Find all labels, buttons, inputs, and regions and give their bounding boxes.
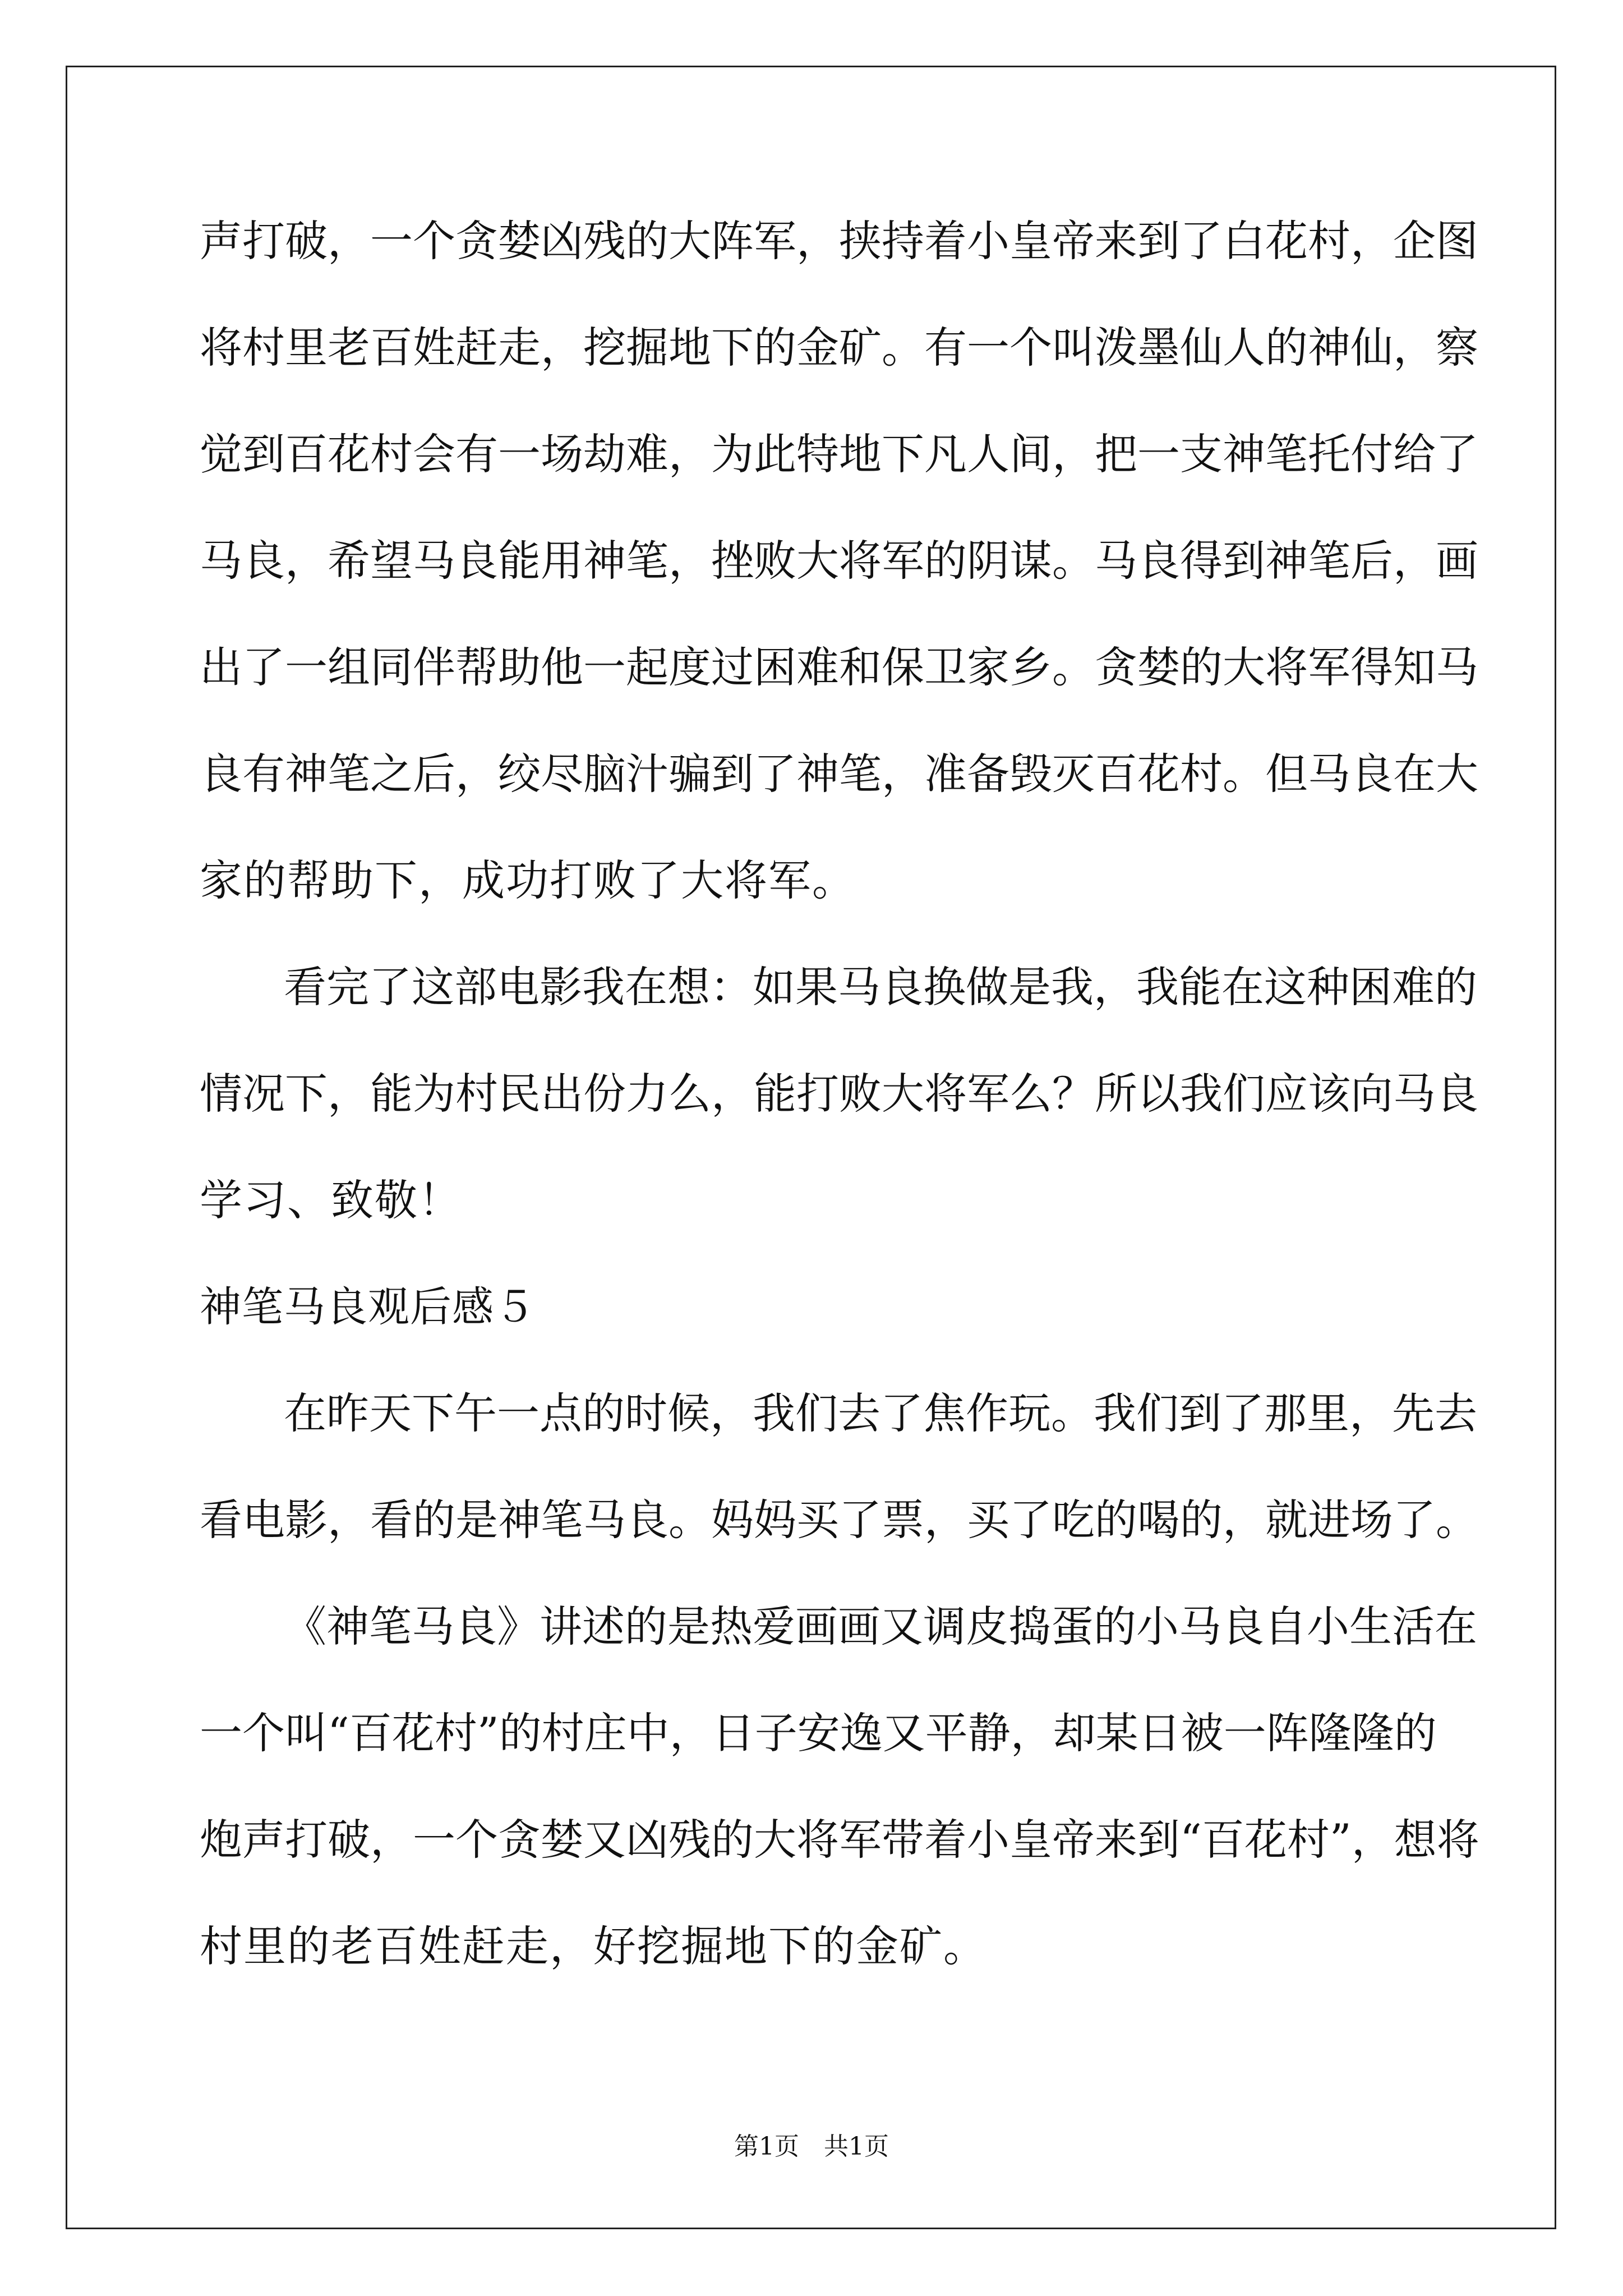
section-heading: 神笔马良观后感５ [200, 1283, 536, 1331]
page-number-footer: 第1页 共1页 [734, 2132, 889, 2161]
page-border [66, 66, 1556, 2229]
text-line: 声 打 破 ， 一 个 贪 婪 凶 残 的 大 阵 军 ， 挟 持 着 小 皇 帝 来 到 了 白 花 村 ， 企 图 [200, 216, 1478, 266]
text-line: 良 有 神 笔 之 后 ， 绞 尽 脑 汁 骗 到 了 神 笔 ， 准 备 毁 灭 百 花 村 。 但 马 良 在 大 [200, 749, 1478, 799]
text-line: 家的帮助下，成功打败了大将军。 [200, 855, 856, 905]
text-line: 马 良 ， 希 望 马 良 能 用 神 笔 ， 挫 败 大 将 军 的 阴 谋 。 马 良 得 到 神 笔 后 ， 画 [200, 536, 1478, 586]
paragraph-first-line: 《 神 笔 马 良 》 讲 述 的 是 热 爱 画 画 又 调 皮 捣 蛋 的 小 马 良 自 小 生 活 在 [284, 1602, 1477, 1651]
text-line: 炮 声 打 破 ， 一 个 贪 婪 又 凶 残 的 大 将 军 带 着 小 皇 帝 来 到 “ 百 花 村 ” ， 想 将 [200, 1815, 1479, 1865]
text-line: 村里的老百姓赶走，好挖掘地下的金矿。 [200, 1921, 987, 1971]
text-line: 出 了 一 组 同 伴 帮 助 他 一 起 度 过 困 难 和 保 卫 家 乡 。 贪 婪 的 大 将 军 得 知 马 [200, 642, 1478, 692]
text-line: 情 况 下 ， 能 为 村 民 出 份 力 么 ， 能 打 败 大 将 军 么 ？ 所 以 我 们 应 该 向 马 良 [200, 1069, 1478, 1119]
text-line: 将 村 里 老 百 姓 赶 走 ， 挖 掘 地 下 的 金 矿 。 有 一 个 叫 泼 墨 仙 人 的 神 仙 ， 察 [200, 323, 1478, 372]
paragraph-first-line: 在 昨 天 下 午 一 点 的 时 候 ， 我 们 去 了 焦 作 玩 。 我 们 到 了 那 里 ， 先 去 [284, 1388, 1477, 1438]
text-line: 学习、致敬！ [200, 1175, 462, 1225]
text-line: 觉 到 百 花 村 会 有 一 场 劫 难 ， 为 此 特 地 下 凡 人 间 ， 把 一 支 神 笔 托 付 给 了 [200, 429, 1478, 479]
text-line: 看 电 影 ， 看 的 是 神 笔 马 良 。 妈 妈 买 了 票 ， 买 了 吃 的 喝 的 ， 就 进 场 了 。 [200, 1495, 1478, 1545]
paragraph-first-line: 看 完 了 这 部 电 影 我 在 想 ： 如 果 马 良 换 做 是 我 ， 我 能 在 这 种 困 难 的 [284, 962, 1477, 1012]
text-line: 一 个 叫 “ 百 花 村 ” 的 村 庄 中 ， 日 子 安 逸 又 平 静 ， 却 某 日 被 一 阵 隆 隆 的 [200, 1708, 1437, 1758]
